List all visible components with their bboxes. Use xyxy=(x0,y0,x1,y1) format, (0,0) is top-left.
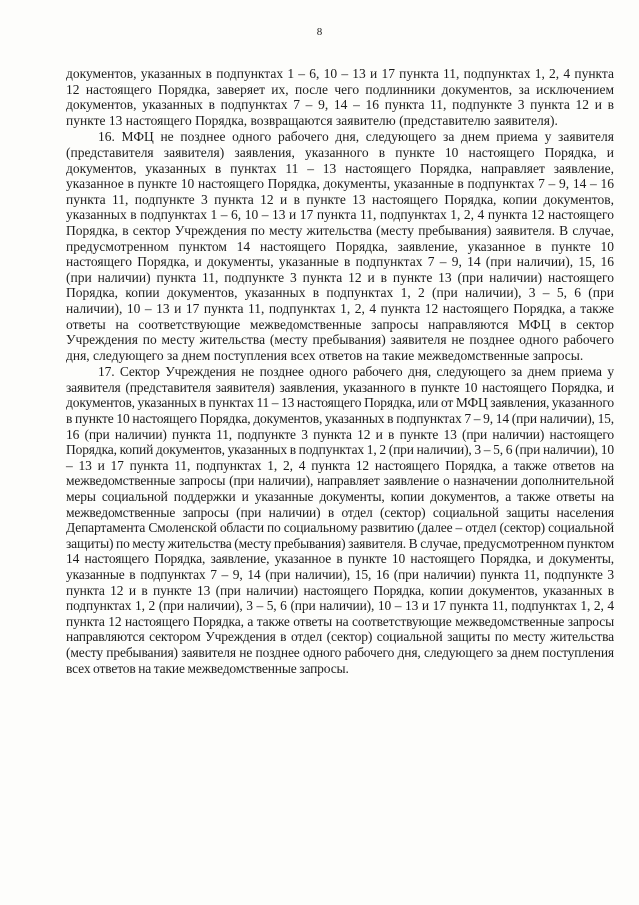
page-number: 8 xyxy=(316,26,323,38)
document-body xyxy=(66,66,614,676)
paragraph-17: 17. Сектор Учреждения не позднее одного рабочего дня, следующего за днем приема у заявителя (представителя заявителя) заявления, указанного в пункте 10 настоящего Порядка, и документов, указанных в пунктах 11 – 13 настоящего Порядка, или от МФЦ заявления, указанного в пункте 10 настоящего Порядка, документов, указанных в подпунктах 7 – 9, 14 (при наличии), 15, 16 (при наличии) пункта 11, подпункте 3 пункта 12 и в пункте 13 (при наличии) настоящего Порядка, копий документов, указанных в подпунктах 1, 2 (при наличии), 3 – 5, 6 (при наличии), 10 – 13 и 17 пункта 11, подпунктах 1, 2, 4 пункта 12 настоящего Порядка, а также ответов на межведомственные запросы (при наличии), направляет заявление о назначении дополнительной меры социальной поддержки и указанные документы, копии документов, а также ответы на межведомственные запросы (при наличии) в отдел (сектор) социальной защиты населения Департамента Смоленской области по социальному развитию (далее – отдел (сектор) социальной защиты) по месту жительства (месту пребывания) заявителя. В случае, предусмотренном пунктом 14 настоящего Порядка, заявление, указанное в пункте 10 настоящего Порядка, и документы, указанные в подпунктах 7 – 9, 14 (при наличии), 15, 16 (при наличии) пункта 11, подпункте 3 пункта 12 и в пункте 13 (при наличии) настоящего Порядка, копии документов, указанных в подпунктах 1, 2 (при наличии), 3 – 5, 6 (при наличии), 10 – 13 и 17 пункта 11, подпунктах 1, 2, 4 пункта 12 настоящего Порядка, а также ответы на соответствующие межведомственные запросы направляются сектором Учреждения в отдел (сектор) социальной защиты по месту жительства (месту пребывания) заявителя не позднее одного рабочего дня, следующего за днем поступления всех ответов на такие межведомственные запросы. xyxy=(66,364,614,676)
paragraph-16: 16. МФЦ не позднее одного рабочего дня, следующего за днем приема у заявителя (представителя заявителя) заявления, указанного в пункте 10 настоящего Порядка, и документов, указанных в пунктах 11 – 13 настоящего Порядка, направляет заявление, указанное в пункте 10 настоящего Порядка, документы, указанные в подпунктах 7 – 9, 14 – 16 пункта 11, подпункте 3 пункта 12 и в пункте 13 настоящего Порядка, копии документов, указанных в подпунктах 1 – 6, 10 – 13 и 17 пункта 11, подпунктах 1, 2, 4 пункта 12 настоящего Порядка, в сектор Учреждения по месту жительства (месту пребывания) заявителя. В случае, предусмотренном пунктом 14 настоящего Порядка, заявление, указанное в пункте 10 настоящего Порядка, и документы, указанные в подпунктах 7 – 9, 14 (при наличии), 15, 16 (при наличии) пункта 11, подпункте 3 пункта 12 и в пункте 13 (при наличии) настоящего Порядка, копии документов, указанных в подпунктах 1, 2 (при наличии), 3 – 5, 6 (при наличии), 10 – 13 и 17 пункта 11, подпунктах 1, 2, 4 пункта 12 настоящего Порядка, а также ответы на соответствующие межведомственные запросы направляются МФЦ в сектор Учреждения по месту жительства (месту пребывания) заявителя не позднее одного рабочего дня, следующего за днем поступления всех ответов на такие межведомственные запросы. xyxy=(66,129,614,363)
paragraph-continuation: документов, указанных в подпунктах 1 – 6, 10 – 13 и 17 пункта 11, подпунктах 1, 2, 4 пункта 12 настоящего Порядка, заверяет их, после чего подлинники документов, за исключением документов, указанных в подпунктах 7 – 9, 14 – 16 пункта 11, подпункте 3 пункта 12 и в пункте 13 настоящего Порядка, возвращаются заявителю (представителю заявителя). xyxy=(66,66,614,128)
